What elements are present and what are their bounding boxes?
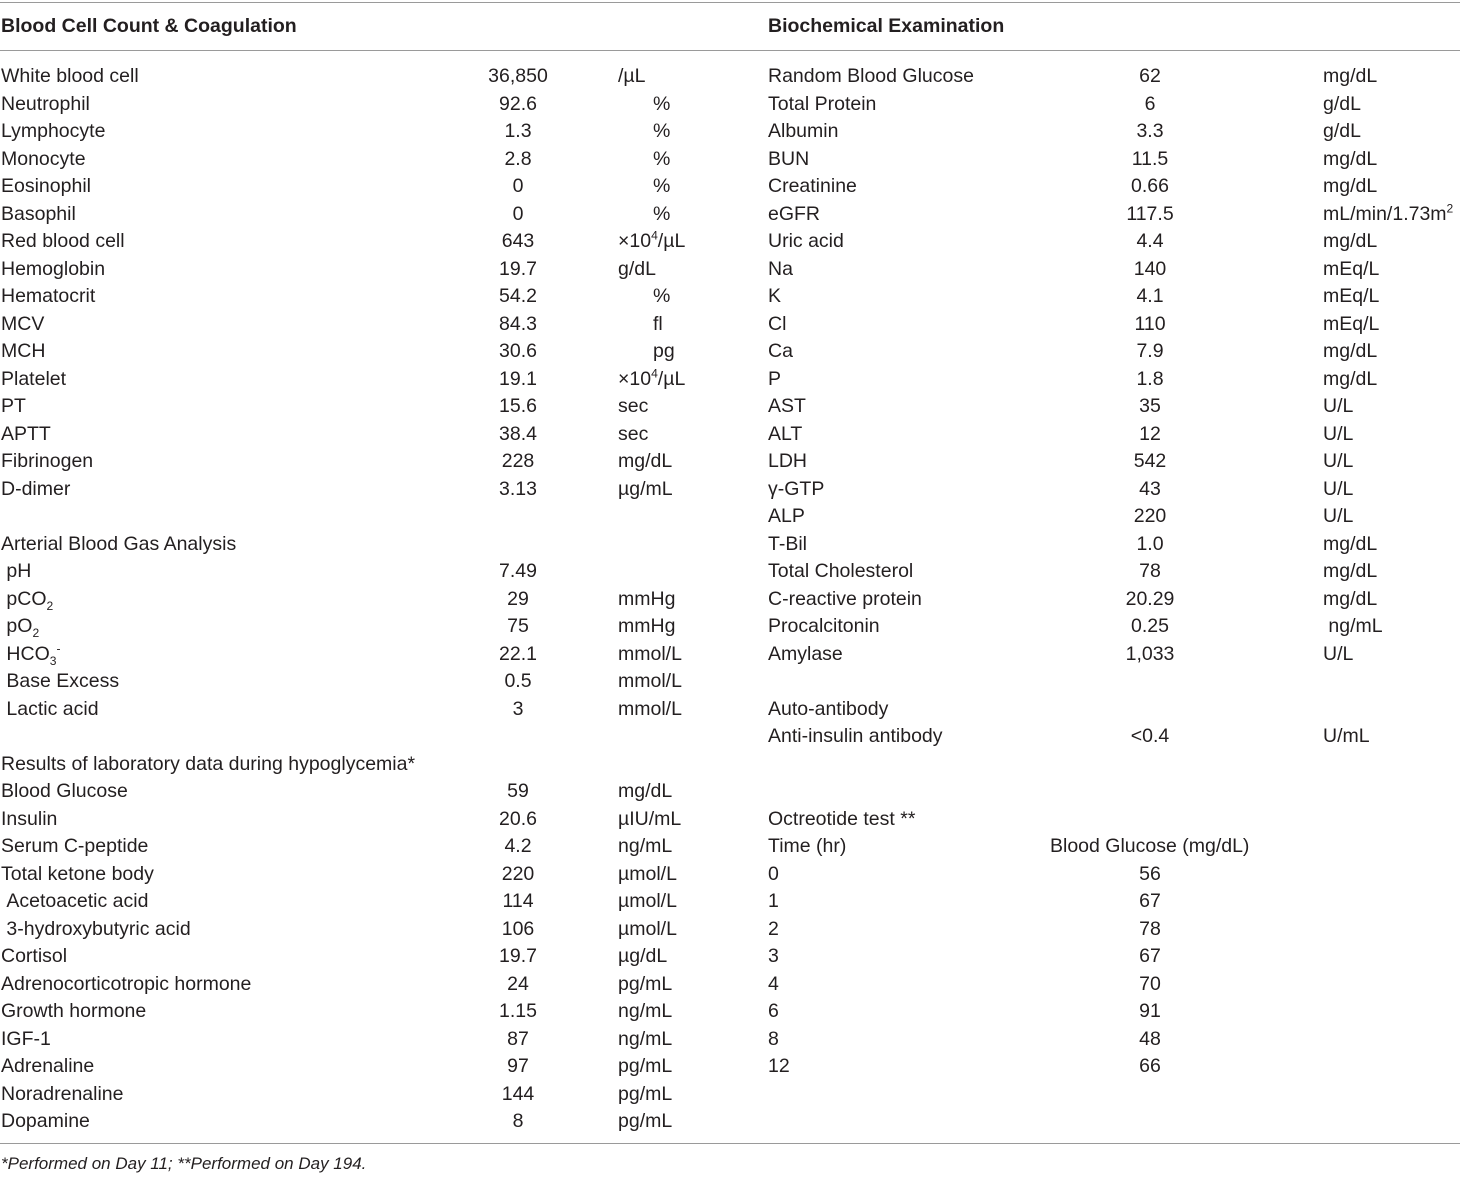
left-row-name: White blood cell [1,65,139,87]
right-row-unit: U/L [1323,477,1354,500]
left-row-value: 4.2 [504,835,532,857]
left-row-name: Platelet [1,367,67,390]
right-row-value: 12 [1139,422,1161,445]
right-row-value: 35 [1139,395,1161,417]
right-row-value: 140 [1133,257,1167,280]
left-row-name: MCV [1,312,45,335]
right-row-name: Creatinine [768,175,857,197]
left-row-name: $HCO_3^-$ [1,641,61,668]
left-row-unit: sec [618,395,649,417]
left-row-value: 220 [501,862,535,885]
right-row-unit: mEq/L [1323,257,1380,280]
bottom-rule [0,1143,1460,1144]
right-row-value: 70 [1139,972,1161,995]
right-row-name: 6 [768,1000,779,1022]
left-row-name: Insulin [1,807,58,830]
right-row-unit: mEq/L [1323,312,1380,335]
left-row-name: $pO_2$ [1,615,40,640]
left-row-unit: µmol/L [618,890,677,912]
left-row-unit: % [653,175,671,197]
right-row-value: 0.66 [1131,175,1169,197]
right-row-name: 1 [768,890,779,912]
left-row-unit: $\times 10^4/\mu L$ [618,228,686,252]
right-row-value: 78 [1139,560,1161,582]
left-row-name: pCO$_2$ [1,587,54,613]
right-row-name: Octreotide test ** [768,807,916,830]
left-row-name: Hemoglobin [1,257,106,280]
right-row-name: Uric acid [768,230,844,252]
right-row-name: Time (hr) [768,835,847,857]
right-row-name: Cl [768,312,787,335]
left-row-value: 144 [501,1082,535,1105]
left-row-unit: mmHg [618,587,676,610]
right-row-name: 3 [768,945,779,967]
right-row-value: 0.25 [1131,615,1169,637]
left-row-value: 19.1 [499,367,537,390]
left-row-name: APTT [1,422,51,445]
right-row-name: C-reactive protein [768,587,922,610]
left-row-value: 75 [507,615,529,637]
right-row-unit: U/L [1323,642,1354,665]
right-row-unit: mg/dL [1323,532,1378,555]
right-row-value: 67 [1139,890,1161,912]
right-row-name: Total Cholesterol [768,560,914,582]
left-row-value: 2.8 [504,147,532,170]
right-row-value: 66 [1139,1055,1161,1077]
top-rule [0,2,1460,3]
left-row-unit: % [653,92,671,115]
right-row-value: <0.4 [1130,725,1170,747]
left-row-value: 228 [501,450,535,472]
left-row-name: Acetoacetic acid [1,890,149,912]
left-row-value: 7.49 [499,560,537,582]
left-row-value: 92.6 [499,92,537,115]
left-row-name: Lactic acid [1,697,99,720]
left-row-unit: mg/dL [618,780,673,802]
left-row-unit: sec [618,422,649,445]
left-row-value: 15.6 [499,395,537,417]
right-row-name: Amylase [768,642,843,665]
left-row-name: Monocyte [1,147,86,170]
right-row-unit: mg/dL [1323,147,1378,170]
left-row-name: Adrenaline [1,1055,95,1077]
right-row-unit: $mL/\min/1.73m^2$ [1323,201,1454,225]
right-row-name: ALP [768,505,805,527]
right-row-name: BUN [768,147,810,170]
right-row-name: γ-GTP [768,477,825,500]
left-row-name: Red blood cell [1,230,125,252]
right-row-name: 2 [768,917,779,940]
right-row-value: 11.5 [1131,147,1169,170]
left-row-unit: % [653,147,671,170]
left-row-name: Neutrophil [1,92,90,115]
right-row-name: Auto-antibody [768,697,889,720]
left-row-value: 114 [502,890,534,912]
left-row-unit: /µL [618,65,646,87]
left-row-unit: g/dL [618,257,656,280]
left-row-name: D-dimer [1,477,71,500]
left-row-name: Basophil [1,202,76,225]
right-row-value: 117.5 [1126,202,1174,225]
left-row-value: 106 [501,917,535,940]
left-row-name: Eosinophil [1,175,91,197]
right-row-value: 91 [1139,1000,1161,1022]
right-row-name: P [768,367,782,390]
left-row-name: Results of laboratory data during hypoglycemia* [1,752,416,775]
right-row-unit: U/L [1323,505,1354,527]
right-row-name: eGFR [768,202,821,225]
right-row-unit: ng/mL [1323,615,1383,637]
left-row-name: Base Excess [1,670,120,692]
left-row-value: 3.13 [499,477,537,500]
right-row-unit: mg/dL [1323,65,1378,87]
left-row-unit: % [653,202,671,225]
right-row-unit: mg/dL [1323,587,1378,610]
right-row-name: Procalcitonin [768,615,880,637]
footnote: *Performed on Day 11; **Performed on Day 194. [1,1154,367,1173]
right-row-name: K [768,285,782,307]
left-row-value: 8 [512,1110,524,1132]
right-row-value: 67 [1139,945,1161,967]
right-row-name: AST [768,395,806,417]
right-row-unit: mg/dL [1323,367,1378,390]
left-row-value: 22.1 [499,642,537,665]
left-row-value: 97 [507,1055,529,1077]
left-row-value: 1.3 [504,120,532,142]
left-row-name: Total ketone body [1,862,154,885]
left-row-value: 54.2 [499,285,537,307]
left-row-unit: pg/mL [618,1110,673,1132]
left-row-unit: % [653,285,671,307]
right-row-value: 6 [1144,92,1156,115]
left-row-unit: µg/dL [618,945,668,967]
right-row-value: 48 [1139,1027,1161,1050]
right-row-name: Na [768,257,793,280]
left-row-unit: pg [653,340,675,362]
right-row-value: 1.8 [1136,367,1164,390]
right-row-value: 110 [1134,312,1166,335]
left-row-unit: mmHg [618,615,676,637]
left-row-unit: ng/mL [618,835,673,857]
right-row-name: T-Bil [768,532,807,555]
right-row-value: 1.0 [1136,532,1164,555]
right-row-value: 542 [1133,450,1167,472]
left-row-name: pH [1,560,32,582]
right-row-value: 220 [1133,505,1167,527]
right-row-name: 4 [768,972,779,995]
right-row-value: 56 [1139,862,1161,885]
right-row-value: Blood Glucose (mg/dL) [1050,835,1250,857]
right-row-value: 62 [1139,65,1161,87]
left-row-value: 24 [507,972,529,995]
left-row-unit: µmol/L [618,862,677,885]
left-row-name: Noradrenaline [1,1082,124,1105]
left-row-value: 59 [507,780,529,802]
left-row-unit: ng/mL [618,1000,673,1022]
right-row-name: Anti-insulin antibody [768,725,943,747]
left-row-name: Lymphocyte [1,120,106,142]
left-row-name: IGF-1 [1,1027,51,1050]
right-row-name: 8 [768,1027,779,1050]
left-row-unit: pg/mL [618,1082,673,1105]
right-row-name: Total Protein [768,92,877,115]
header-rule [0,50,1460,51]
left-row-value: 0.5 [504,670,532,692]
right-row-value: 43 [1139,477,1161,500]
right-row-name: ALT [768,422,803,445]
right-row-unit: U/L [1323,422,1354,445]
left-row-unit: fl [653,312,663,335]
left-row-name: Blood Glucose [1,780,128,802]
right-row-value: 20.29 [1125,587,1175,610]
left-row-value: 0 [512,175,524,197]
left-section-heading: Blood Cell Count & Coagulation [1,15,297,37]
left-row-value: 36,850 [488,65,548,87]
right-row-unit: mg/dL [1323,230,1378,252]
left-row-name: Cortisol [1,945,68,967]
left-row-name: Dopamine [1,1110,90,1132]
right-row-name: 12 [768,1055,790,1077]
right-row-name: Ca [768,340,793,362]
left-row-value: 20.6 [499,807,537,830]
right-row-unit: U/mL [1323,725,1370,747]
right-row-unit: U/L [1323,395,1354,417]
right-row-unit: U/L [1323,450,1354,472]
left-row-value: 3 [512,697,524,720]
left-row-value: 643 [501,230,535,252]
right-row-name: Random Blood Glucose [768,65,974,87]
right-row-unit: mg/dL [1323,175,1378,197]
right-row-unit: mEq/L [1323,285,1380,307]
left-row-value: 29 [507,587,529,610]
right-section-heading: Biochemical Examination [768,15,1005,37]
right-row-value: 4.4 [1136,230,1164,252]
left-row-name: Fibrinogen [1,450,94,472]
left-row-unit: pg/mL [618,1055,673,1077]
left-row-unit: mmol/L [618,670,682,692]
right-row-name: LDH [768,450,808,472]
right-row-value: 4.1 [1136,285,1164,307]
left-row-unit: mg/dL [618,450,673,472]
right-row-unit: mg/dL [1323,560,1378,582]
right-row-unit: mg/dL [1323,340,1378,362]
right-row-value: 1,033 [1125,642,1175,665]
left-row-name: MCH [1,340,46,362]
right-row-name: Albumin [768,120,839,142]
left-row-unit: µIU/mL [618,807,682,830]
left-row-unit: % [653,120,671,142]
left-row-unit: mmol/L [618,697,682,720]
left-row-value: 19.7 [499,257,537,280]
left-row-name: Arterial Blood Gas Analysis [1,532,237,555]
left-row-name: PT [1,395,26,417]
left-row-unit: $\times 10^4/\mu L$ [618,366,686,390]
left-row-name: Growth hormone [1,1000,147,1022]
right-row-value: 78 [1139,917,1161,940]
right-row-unit: g/dL [1323,92,1361,115]
left-row-name: Serum C-peptide [1,835,149,857]
left-row-unit: µg/mL [618,477,673,500]
left-row-unit: mmol/L [618,642,682,665]
left-row-value: 1.15 [499,1000,537,1022]
left-row-value: 19.7 [499,945,537,967]
left-row-value: 84.3 [499,312,537,335]
right-row-value: 7.9 [1136,340,1164,362]
right-row-name: 0 [768,862,779,885]
left-row-unit: ng/mL [618,1027,673,1050]
left-row-value: 87 [507,1027,529,1050]
left-row-name: 3-hydroxybutyric acid [1,917,191,940]
left-row-value: 0 [512,202,524,225]
left-row-unit: pg/mL [618,972,673,995]
left-row-name: Hematocrit [1,285,96,307]
right-row-value: 3.3 [1136,120,1164,142]
left-row-value: 30.6 [499,340,537,362]
left-row-name: Adrenocorticotropic hormone [1,972,252,995]
right-row-unit: g/dL [1323,120,1361,142]
left-row-unit: µmol/L [618,917,677,940]
left-row-value: 38.4 [499,422,537,445]
